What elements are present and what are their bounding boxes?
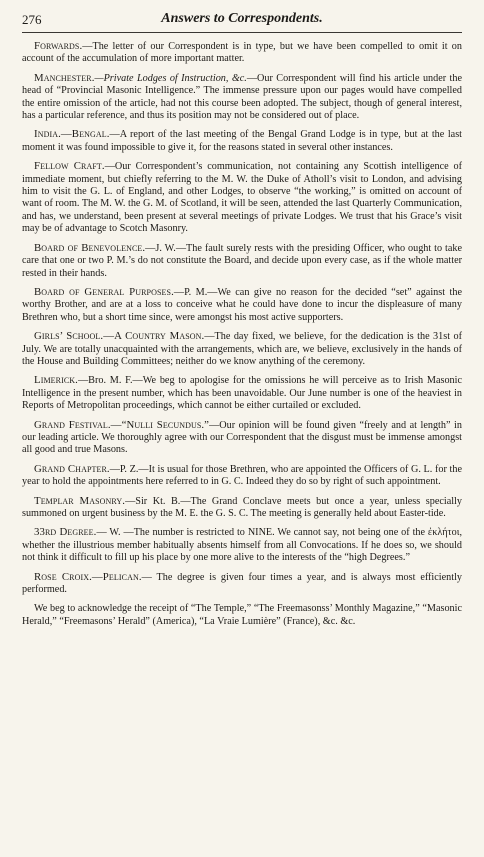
entry-forwards [22, 40, 462, 66]
entry-rose-croix [22, 571, 462, 597]
page-header [22, 10, 462, 33]
entry-body: —Our Correspondent’s communication, not containing any Scottish intelligence of immediate moment, but chiefly referring to the M. W. the Duke of Atholl’s visit to London, and advising him to visit the G. L. of England, and other Lodges, to observe “the working,” is omitted on account of want of room. The M. W. the G. M. of Scotland, it will be seen, attended the last Quarterly Communication, and has, we understand, been present at several meetings of private Lodges. We trust that his Grace’s visit may be of advantage to Scotch Masonry. [22, 161, 463, 235]
entry-heading: Templar Masonry. [34, 494, 126, 507]
entry-body: —The letter of our Correspondent is in type, but we have been compelled to omit it on account of the accumulation of more important matter. [22, 41, 462, 65]
entry-heading: 33rd Degree. [34, 526, 97, 539]
entry-body: —The day fixed, we believe, for the dedication is the 31st of July. We are totally unacquainted with the arrangements, which are, we believe, exclusively in the hands of the House and Building Committees; neither do we know anything of the ceremony. [22, 331, 462, 367]
entry-body: — The degree is given four times a year, and is always most efficiently performed. [22, 571, 462, 596]
entry-body: — W. —The number is restricted to NINE. We cannot say, not being one of the ἐκλήτοι, whether the illustrious member habitually absents himself from all Convocations. If he does so, we should not think it difficult to fill up his place by one more alive to the interests of the “high Degrees.” [22, 527, 462, 564]
entry-fellow-craft [22, 160, 462, 235]
entry-body: —P. Z.—It is usual for those Brethren, who are appointed the Officers of G. L. for the year to hold the appointments here referred to in G. C. Indeed they do so by right of such appointment. [22, 463, 462, 488]
answers-list [22, 40, 462, 634]
entry-acknowledgements [22, 602, 462, 628]
entry-body: —Sir Kt. B.—The Grand Conclave meets but once a year, unless specially summoned on urgent business by the M. E. the G. S. C. The meeting is generally held about Easter-tide. [22, 495, 462, 519]
entry-india-bengal [22, 128, 462, 154]
entry-body: —A report of the last meeting of the Bengal Grand Lodge is in type, but at the last moment it was found impossible to give it, for the reasons stated in several other instances. [22, 129, 462, 153]
entry-heading: Board of General Purposes. [34, 285, 174, 298]
entry-grand-chapter [22, 463, 462, 489]
entry-heading: Grand Festival.—“Nulli Secundus.” [34, 418, 210, 431]
entry-heading: Manchester. [34, 71, 95, 84]
entry-board-of-benevolence [22, 242, 462, 280]
entry-manchester [22, 72, 462, 123]
entry-heading: Limerick. [34, 374, 78, 387]
entry-heading: Forwards. [34, 40, 83, 52]
entry-body: —J. W.—The fault surely rests with the presiding Officer, who ought to take care that one or two P. M.’s do not constitute the Board, and decide upon every case, as if the whole matter rested in their hands. [22, 242, 462, 279]
running-title: Answers to Correspondents. [161, 11, 323, 26]
entry-templar-masonry [22, 495, 462, 521]
entry-heading: Girls’ School.—A Country Mason. [34, 330, 205, 343]
entry-heading-italic: —Private Lodges of Instruction, &c. [94, 72, 247, 84]
entry-body: —P. M.—We can give no reason for the decided “set” against the worthy Brother, and are at a loss to conceive what he could have done to incur the displeasure of many Brethren who, but a short time since, were amongst his most active supporters. [22, 286, 462, 323]
entry-heading: India.—Bengal. [34, 128, 110, 141]
entry-body: We beg to acknowledge the receipt of “The Temple,” “The Freemasonss’ Monthly Magazine,” “Masonic Herald,” “Freemasons’ Herald” (America), “La Vraie Lumière” (France), &c. &c. [22, 603, 462, 627]
entry-heading: Board of Benevolence. [34, 241, 146, 254]
entry-grand-festival [22, 419, 462, 457]
entry-body: —Bro. M. F.—We beg to apologise for the omissions he will perceive as to Irish Masonic Intelligence in the present number, which has been unavoidable. Our June number is one of the heaviest in Reports of Metropolitan proceedings, which cannot be either curtailed or excluded. [22, 375, 462, 412]
entry-board-of-general-purposes [22, 286, 462, 324]
entry-girls-school [22, 330, 462, 368]
page-number: 276 [22, 12, 42, 27]
entry-body: —Our Correspondent will find his article under the head of “Provincial Masonic Intelligence.” The immense pressure upon our pages would have compelled the entire omission of the article, had not this course been adopted. The subject, though of general interest, has a particular reference, and thus its position may not be considered out of place. [22, 72, 463, 122]
entry-limerick [22, 374, 462, 412]
entry-body: —Our opinion will be found given “freely and at length” in our leading article. We thoroughly agree with our Correspondent that the disgust must be immense amongst all good and true Masons. [22, 419, 462, 456]
entry-heading: Grand Chapter. [34, 462, 110, 475]
entry-heading: Fellow Craft. [34, 160, 105, 173]
entry-heading: Rose Croix.—Pelican. [34, 570, 142, 583]
entry-33rd-degree [22, 526, 462, 564]
